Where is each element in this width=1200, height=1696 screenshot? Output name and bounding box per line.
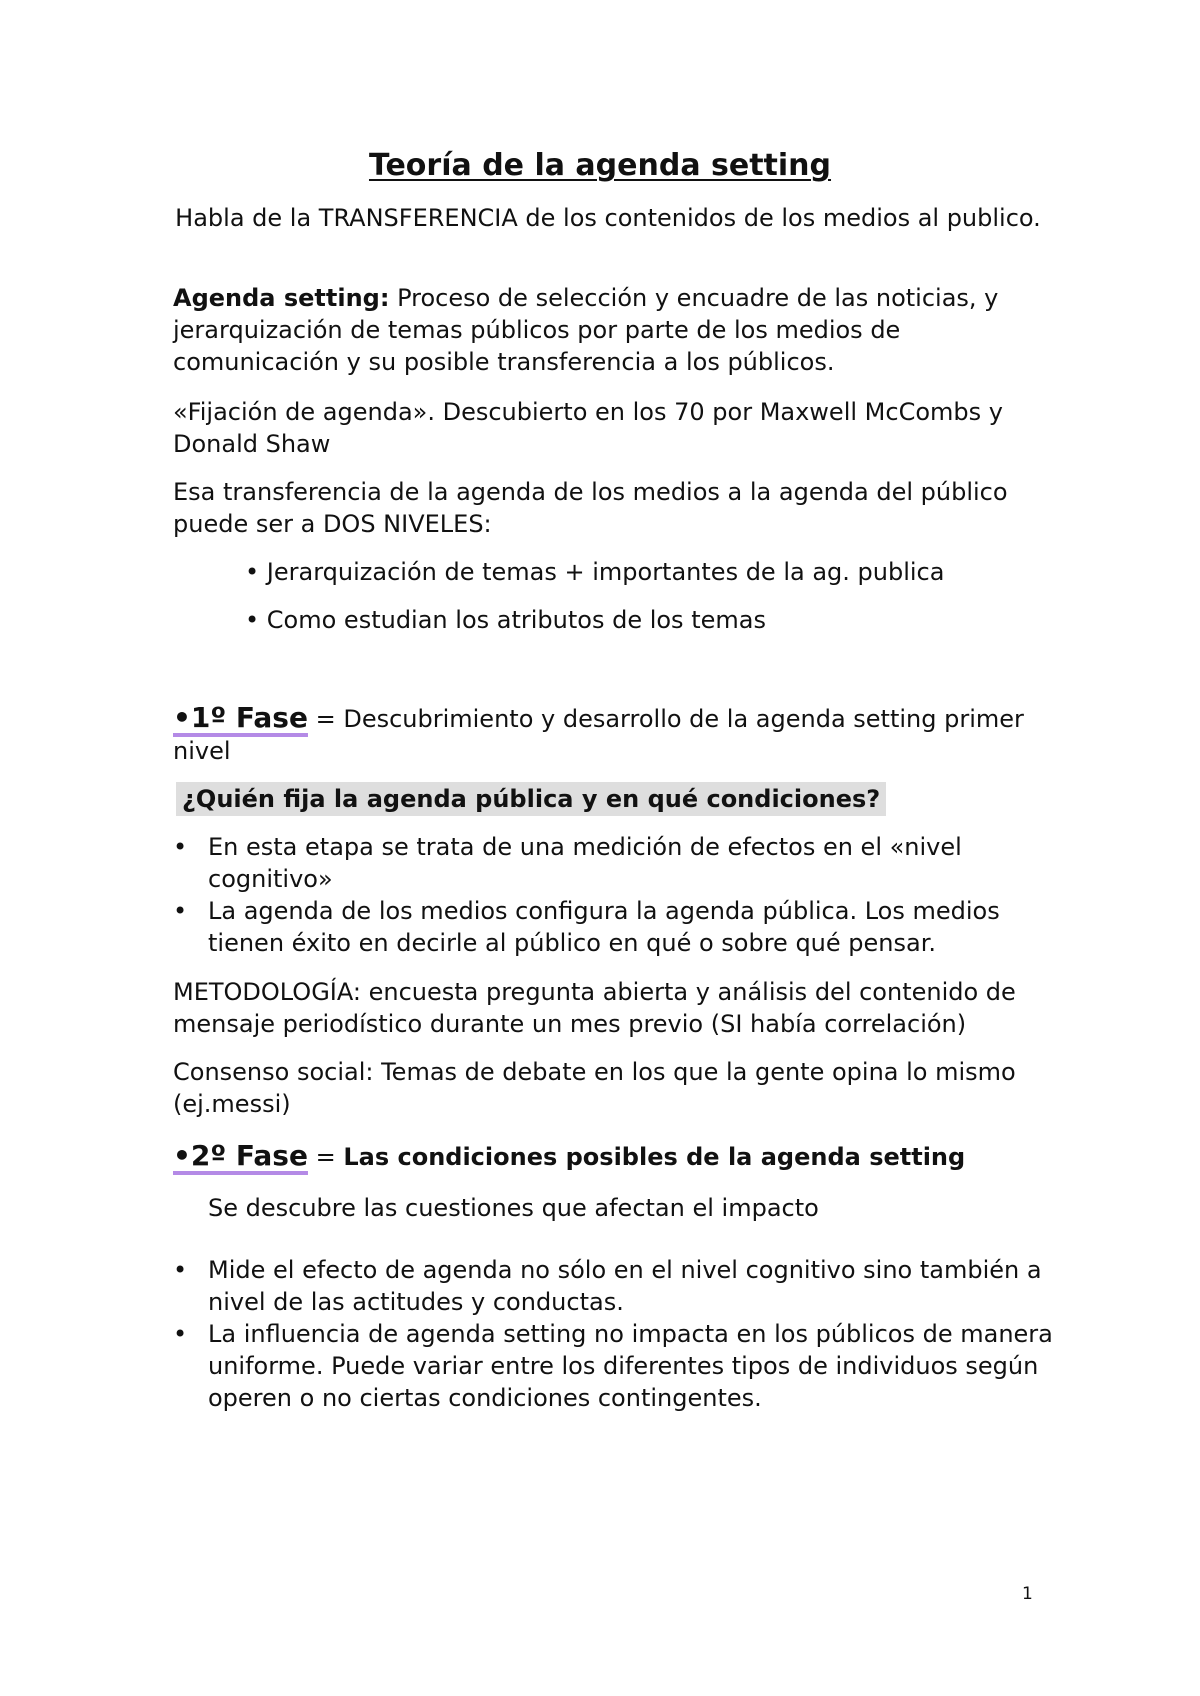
definition-text: Proceso de selección y encuadre de las noticias, y jerarquización de temas públicos por parte de los medios de comunicación y su posible transferencia a los públicos.	[173, 284, 999, 376]
phase2-intro: Se descubre las cuestiones que afectan el impacto	[208, 1194, 819, 1222]
bullet-dot: •	[173, 897, 188, 925]
levels-list	[245, 556, 1045, 652]
consensus-paragraph: Consenso social: Temas de debate en los que la gente opina lo mismo (ej.messi)	[173, 1058, 1016, 1118]
page-title: Teoría de la agenda setting	[368, 148, 832, 183]
list-item: • Jerarquización de temas + importantes de la ag. publica	[245, 558, 945, 586]
phase2-heading	[173, 1140, 1043, 1173]
list-item: • La influencia de agenda setting no impacta en los públicos de manera uniforme. Puede variar entre los diferentes tipos de individuos según operen o no ciertas condiciones contingentes.	[173, 1320, 1053, 1412]
transfer-paragraph: Esa transferencia de la agenda de los medios a la agenda del público puede ser a DOS NIVELES:	[173, 478, 1008, 538]
phase1-heading	[173, 702, 1043, 767]
phase2-label: •2º Fase	[173, 1139, 308, 1172]
bullet-dot: •	[245, 606, 260, 634]
phase1-label: •1º Fase	[173, 701, 308, 734]
bullet-dot: •	[173, 833, 188, 861]
list-item: • Como estudian los atributos de los temas	[245, 606, 766, 634]
bullet-dot: •	[245, 558, 260, 586]
list-item: • Mide el efecto de agenda no sólo en el nivel cognitivo sino también a nivel de las actitudes y conductas.	[173, 1256, 1042, 1316]
phase1-description: = Descubrimiento y desarrollo de la agenda setting primer nivel	[173, 705, 1024, 765]
phase2-equals: =	[307, 1143, 344, 1171]
page-number: 1	[1022, 1584, 1033, 1604]
definition-paragraph	[173, 282, 1043, 378]
phase2-bullets	[173, 1254, 1053, 1414]
phase1-question: ¿Quién fija la agenda pública y en qué condiciones?	[176, 782, 886, 816]
bullet-dot: •	[173, 1256, 188, 1284]
phase2-subtitle: Las condiciones posibles de la agenda setting	[343, 1143, 966, 1171]
list-item: • La agenda de los medios configura la agenda pública. Los medios tienen éxito en decirle al público en qué o sobre qué pensar.	[173, 897, 1000, 957]
list-item: • En esta etapa se trata de una medición de efectos en el «nivel cognitivo»	[173, 833, 962, 893]
definition-term: Agenda setting:	[173, 284, 390, 312]
bullet-dot: •	[173, 1320, 188, 1348]
intro-paragraph: Habla de la TRANSFERENCIA de los contenidos de los medios al publico.	[175, 204, 1041, 232]
phase1-bullets	[173, 831, 1053, 959]
fixation-paragraph: «Fijación de agenda». Descubierto en los 70 por Maxwell McCombs y Donald Shaw	[173, 398, 1003, 458]
methodology-paragraph: METODOLOGÍA: encuesta pregunta abierta y análisis del contenido de mensaje periodístico durante un mes previo (SI había correlación)	[173, 978, 1016, 1038]
